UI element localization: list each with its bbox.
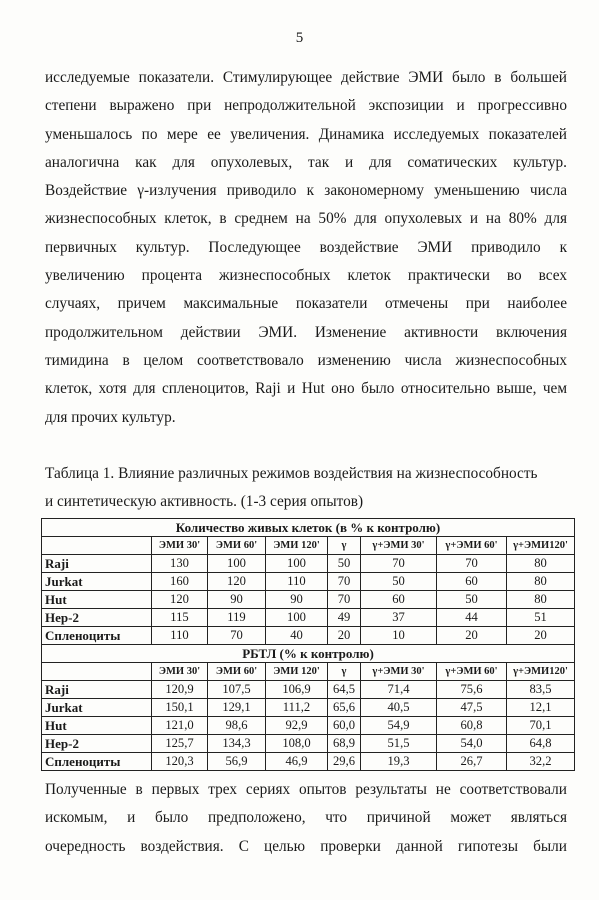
table-cell: 47,5 [437, 699, 507, 717]
table-cell: 71,4 [361, 681, 437, 699]
table-cell: 56,9 [208, 753, 266, 771]
row-label: Jurkat [42, 573, 152, 591]
table-section-title: РБТЛ (% к контролю) [42, 645, 575, 663]
text-line: Полученные в первых трех сериях опытов результаты не соответствовали [45, 781, 567, 798]
table-cell: 46,9 [266, 753, 328, 771]
text-line: случаях, причем максимальные показатели отмечены при наиболее [45, 295, 567, 313]
table-row [42, 555, 575, 573]
text-line: тимидина в целом соответствовало изменению числа жизнеспособных [45, 351, 567, 369]
text-line: степени выражено при непродолжительной экспозиции и прогрессивно [45, 97, 567, 115]
row-label: Hut [42, 591, 152, 609]
column-header: ЭМИ 30' [152, 663, 208, 681]
table-cell: 65,6 [328, 699, 361, 717]
column-header: γ+ЭМИ120' [507, 537, 575, 555]
table-cell: 134,3 [208, 735, 266, 753]
table-cell: 111,2 [266, 699, 328, 717]
text-line: увеличению процента жизнеспособных клеток практически во всех [45, 267, 567, 285]
page-number: 5 [295, 30, 304, 46]
table-cell: 150,1 [152, 699, 208, 717]
table-cell: 119 [208, 609, 266, 627]
table-cell: 70,1 [507, 717, 575, 735]
table-cell: 100 [266, 555, 328, 573]
table-caption [45, 460, 567, 516]
text-line: уменьшалось по мере ее увеличения. Динамика исследуемых показателей [45, 125, 567, 143]
table-cell: 60 [361, 591, 437, 609]
table-header-empty [42, 663, 152, 681]
results-table [41, 518, 575, 771]
table-cell: 100 [208, 555, 266, 573]
table-cell: 70 [361, 555, 437, 573]
table-cell: 51,5 [361, 735, 437, 753]
table-cell: 19,3 [361, 753, 437, 771]
column-header: ЭМИ 60' [208, 663, 266, 681]
table-cell: 50 [437, 591, 507, 609]
table-cell: 68,9 [328, 735, 361, 753]
table-cell: 60 [437, 573, 507, 591]
table-cell: 29,6 [328, 753, 361, 771]
column-header: ЭМИ 60' [208, 537, 266, 555]
table-row [42, 699, 575, 717]
table-section-title: Количество живых клеток (в % к контролю) [42, 519, 575, 537]
caption-line: Таблица 1. Влияние различных режимов воздействия на жизнеспособность [45, 465, 538, 482]
table-cell: 80 [507, 573, 575, 591]
table-cell: 100 [266, 609, 328, 627]
table-cell: 60,8 [437, 717, 507, 735]
table-cell: 107,5 [208, 681, 266, 699]
column-header: γ [328, 537, 361, 555]
table-cell: 70 [328, 573, 361, 591]
table-cell: 90 [208, 591, 266, 609]
table-cell: 50 [328, 555, 361, 573]
table-cell: 121,0 [152, 717, 208, 735]
table-header-row [42, 537, 575, 555]
table-cell: 50 [361, 573, 437, 591]
table-cell: 106,9 [266, 681, 328, 699]
table-cell: 37 [361, 609, 437, 627]
table-cell: 20 [507, 627, 575, 645]
paragraph-1 [45, 64, 567, 432]
text-line: очередность воздействия. С целью проверки данной гипотезы были [45, 837, 567, 855]
table-row [42, 681, 575, 699]
table-cell: 108,0 [266, 735, 328, 753]
table-cell: 10 [361, 627, 437, 645]
table-cell: 49 [328, 609, 361, 627]
table-cell: 70 [208, 627, 266, 645]
table-cell: 80 [507, 591, 575, 609]
text-line: Воздействие γ-излучения приводило к закономерному уменьшению числа [45, 182, 567, 200]
table-section-row [42, 519, 575, 537]
text-line: искомым, и было предположено, что причиной может являться [45, 809, 567, 827]
table-cell: 64,8 [507, 735, 575, 753]
table-row [42, 717, 575, 735]
table-cell: 40 [266, 627, 328, 645]
table-cell: 160 [152, 573, 208, 591]
table-section-row [42, 645, 575, 663]
text-line: продолжительном действии ЭМИ. Изменение активности включения [45, 323, 567, 341]
table-row [42, 627, 575, 645]
table-row [42, 609, 575, 627]
table-row [42, 735, 575, 753]
table-cell: 129,1 [208, 699, 266, 717]
table-header-empty [42, 537, 152, 555]
row-label: Hep-2 [42, 609, 152, 627]
row-label: Hep-2 [42, 735, 152, 753]
table-cell: 20 [437, 627, 507, 645]
table-cell: 54,9 [361, 717, 437, 735]
table-row [42, 591, 575, 609]
table-cell: 12,1 [507, 699, 575, 717]
text-line: клеток, хотя для спленоцитов, Raji и Hut оно было относительно выше, чем [45, 380, 567, 398]
table-row [42, 753, 575, 771]
caption-line: и синтетическую активность. (1-3 серия опытов) [45, 493, 364, 510]
column-header: ЭМИ 120' [266, 537, 328, 555]
table-cell: 32,2 [507, 753, 575, 771]
table-cell: 51 [507, 609, 575, 627]
table-cell: 110 [266, 573, 328, 591]
table-cell: 98,6 [208, 717, 266, 735]
row-label: Jurkat [42, 699, 152, 717]
column-header: γ+ЭМИ 60' [437, 537, 507, 555]
text-line: исследуемые показатели. Стимулирующее действие ЭМИ было в большей [45, 69, 567, 86]
table-cell: 20 [328, 627, 361, 645]
row-label: Спленоциты [42, 627, 152, 645]
table-cell: 90 [266, 591, 328, 609]
text-line: жизнеспособных клеток, в среднем на 50% для опухолевых и на 80% для [45, 210, 567, 228]
column-header: γ+ЭМИ 30' [361, 663, 437, 681]
column-header: γ [328, 663, 361, 681]
table-cell: 54,0 [437, 735, 507, 753]
table-cell: 70 [328, 591, 361, 609]
column-header: ЭМИ 30' [152, 537, 208, 555]
table-header-row [42, 663, 575, 681]
column-header: γ+ЭМИ 30' [361, 537, 437, 555]
text-line: для прочих культур. [45, 408, 176, 426]
text-line: первичных культур. Последующее воздействие ЭМИ приводило к [45, 238, 567, 256]
column-header: γ+ЭМИ120' [507, 663, 575, 681]
row-label: Hut [42, 717, 152, 735]
table-cell: 60,0 [328, 717, 361, 735]
table-cell: 120 [208, 573, 266, 591]
row-label: Raji [42, 681, 152, 699]
table-cell: 26,7 [437, 753, 507, 771]
table-cell: 92,9 [266, 717, 328, 735]
table-cell: 115 [152, 609, 208, 627]
table-cell: 44 [437, 609, 507, 627]
row-label: Спленоциты [42, 753, 152, 771]
table-cell: 80 [507, 555, 575, 573]
row-label: Raji [42, 555, 152, 573]
table-cell: 130 [152, 555, 208, 573]
table-cell: 40,5 [361, 699, 437, 717]
table-cell: 120 [152, 591, 208, 609]
table-cell: 120,9 [152, 681, 208, 699]
table-cell: 83,5 [507, 681, 575, 699]
column-header: ЭМИ 120' [266, 663, 328, 681]
table-row [42, 573, 575, 591]
table-cell: 120,3 [152, 753, 208, 771]
text-line: аналогична как для опухолевых, так и для соматических культур. [45, 153, 567, 171]
column-header: γ+ЭМИ 60' [437, 663, 507, 681]
table-cell: 70 [437, 555, 507, 573]
table-cell: 110 [152, 627, 208, 645]
table-cell: 125,7 [152, 735, 208, 753]
table-cell: 64,5 [328, 681, 361, 699]
paragraph-2 [45, 776, 567, 861]
table-cell: 75,6 [437, 681, 507, 699]
